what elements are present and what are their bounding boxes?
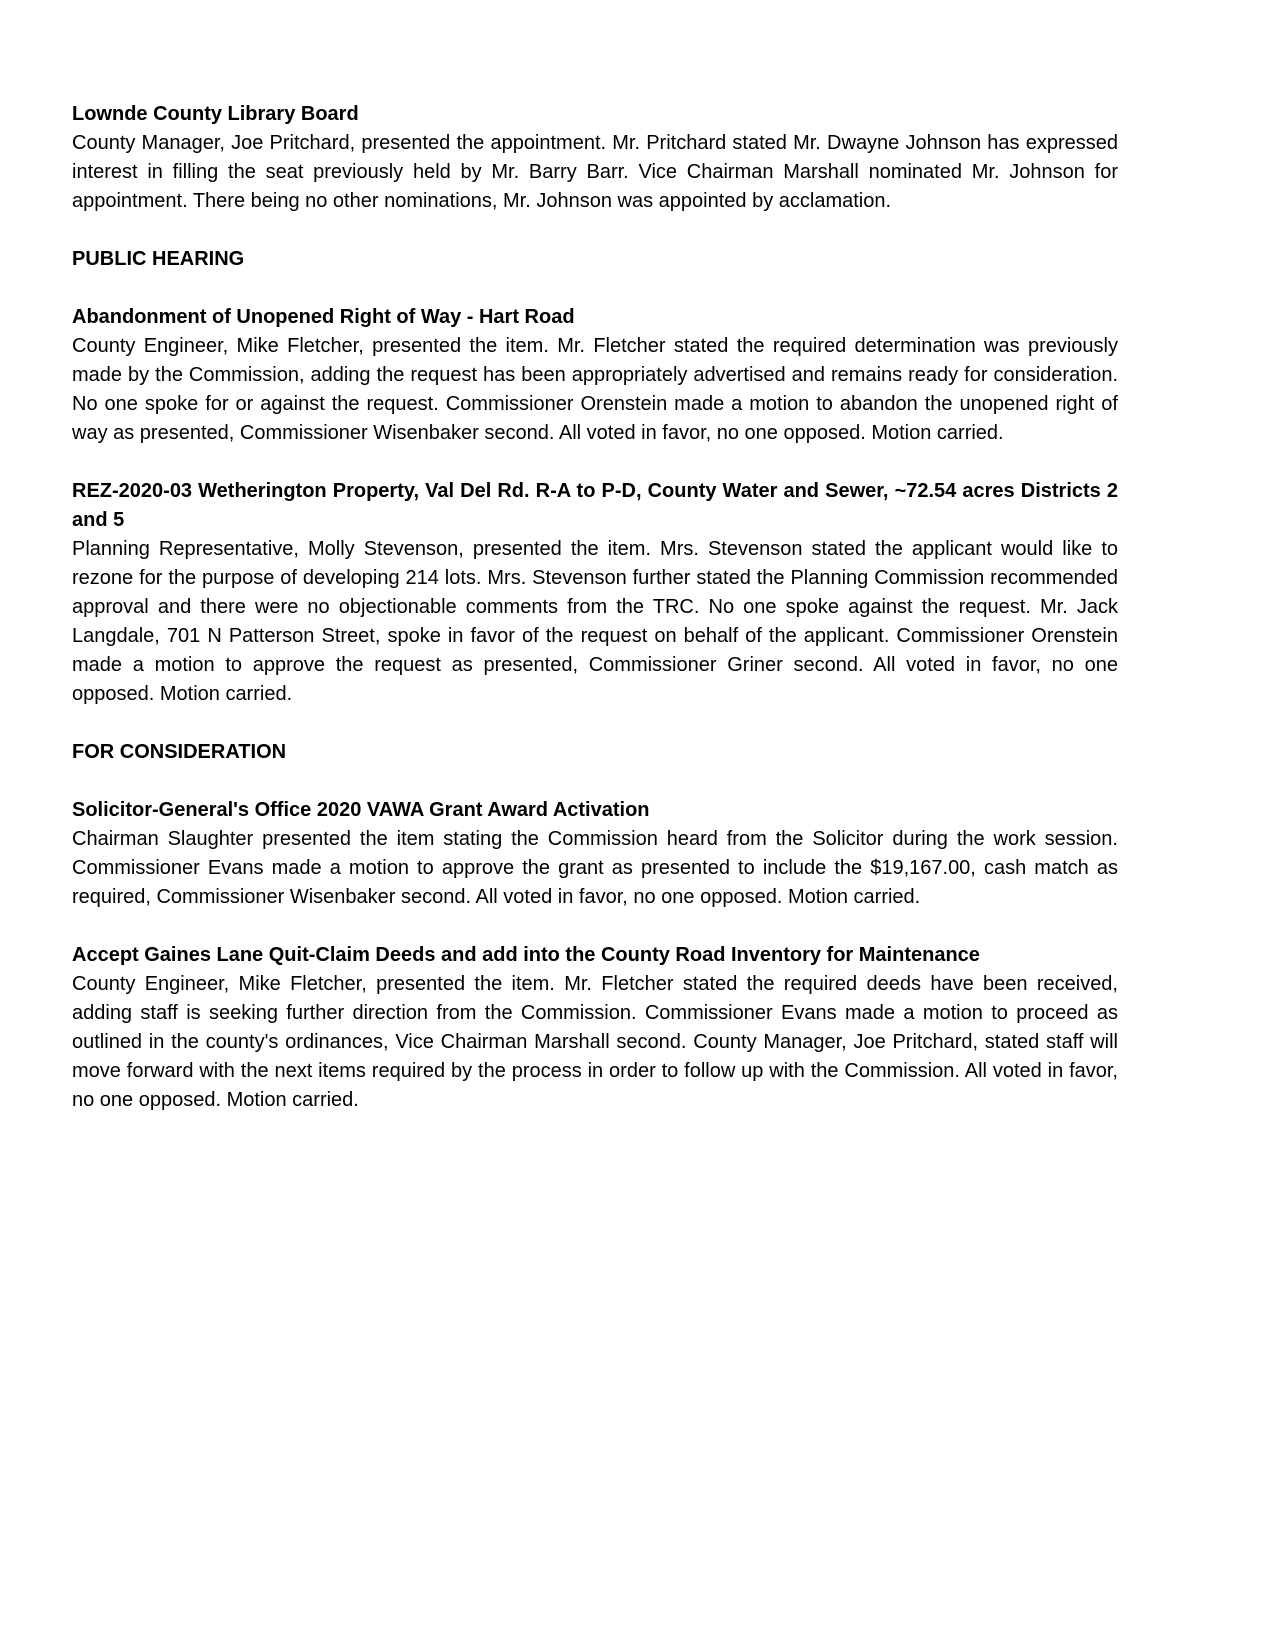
section-heading-library-board: Lownde County Library Board: [72, 103, 359, 125]
section-body-gaines-lane-deeds: County Engineer, Mike Fletcher, presented the item. Mr. Fletcher stated the required deeds have been received, adding staff is seeking further direction from the Commission. Commissioner Evans made a motion to proceed as outlined in the county's ordinances, Vice Chairman Marshall second. County Manager, Joe Pritchard, stated staff will move forward with the next items required by the process in order to follow up with the Commission. All voted in favor, no one opposed. Motion carried.: [72, 973, 1118, 1111]
section-abandonment-hart-road: [72, 303, 1118, 448]
section-body-rez-2020-03: Planning Representative, Molly Stevenson, presented the item. Mrs. Stevenson stated the applicant would like to rezone for the purpose of developing 214 lots. Mrs. Stevenson further stated the Planning Commission recommended approval and there were no objectionable comments from the TRC. No one spoke against the request. Mr. Jack Langdale, 701 N Patterson Street, spoke in favor of the request on behalf of the applicant. Commissioner Orenstein made a motion to approve the request as presented, Commissioner Griner second. All voted in favor, no one opposed. Motion carried.: [72, 538, 1118, 705]
major-heading-for-consideration: FOR CONSIDERATION: [72, 741, 287, 763]
section-body-abandonment-hart-road: County Engineer, Mike Fletcher, presented the item. Mr. Fletcher stated the required determination was previously made by the Commission, adding the request has been appropriately advertised and remains ready for consideration. No one spoke for or against the request. Commissioner Orenstein made a motion to abandon the unopened right of way as presented, Commissioner Wisenbaker second. All voted in favor, no one opposed. Motion carried.: [72, 335, 1118, 444]
section-body-library-board: County Manager, Joe Pritchard, presented the appointment. Mr. Pritchard stated Mr. Dwayne Johnson has expressed interest in filling the seat previously held by Mr. Barry Barr. Vice Chairman Marshall nominated Mr. Johnson for appointment. There being no other nominations, Mr. Johnson was appointed by acclamation.: [72, 132, 1118, 212]
section-body-vawa-grant: Chairman Slaughter presented the item stating the Commission heard from the Solicitor during the work session. Commissioner Evans made a motion to approve the grant as presented to include the $19,167.00, cash match as required, Commissioner Wisenbaker second. All voted in favor, no one opposed. Motion carried.: [72, 828, 1118, 908]
section-heading-gaines-lane-deeds: Accept Gaines Lane Quit-Claim Deeds and add into the County Road Inventory for Maintenance: [72, 944, 980, 966]
section-heading-abandonment-hart-road: Abandonment of Unopened Right of Way - Hart Road: [72, 306, 575, 328]
section-heading-rez-2020-03: REZ-2020-03 Wetherington Property, Val Del Rd. R-A to P-D, County Water and Sewer, ~72.54 acres Districts 2 and 5: [72, 480, 1118, 531]
section-heading-vawa-grant: Solicitor-General's Office 2020 VAWA Grant Award Activation: [72, 799, 650, 821]
major-heading-public-hearing: PUBLIC HEARING: [72, 248, 245, 270]
section-vawa-grant: [72, 796, 1118, 912]
section-library-board: [72, 100, 1118, 216]
section-gaines-lane-deeds: [72, 941, 1118, 1115]
section-rez-2020-03: [72, 477, 1118, 709]
